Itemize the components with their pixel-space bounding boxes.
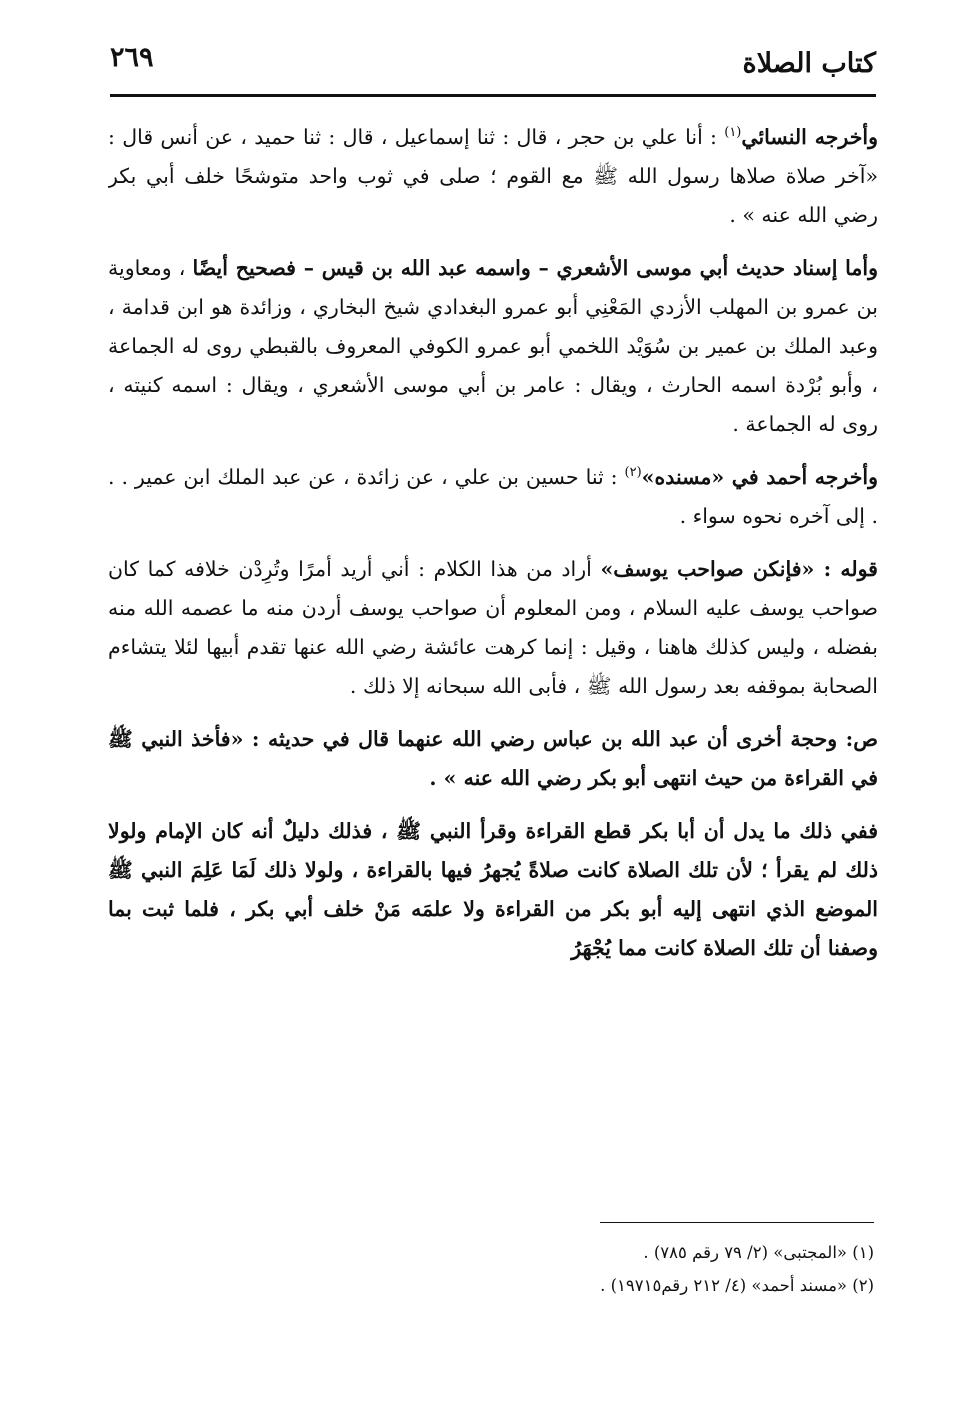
paragraph-lead: وأخرجه أحمد في «مسنده»: [641, 465, 878, 489]
paragraph-text: ، ومعاوية بن عمرو بن المهلب الأزدي المَعْنِي أبو عمرو البغدادي شيخ البخاري ، وزائدة هو ابن قدامة ، وعبد الملك بن عمير بن سُوَيْد اللخمي أبو عمرو الكوفي المعروف بالقبطي روى له الجماعة ، وأبو بُرْدة اسمه الحارث ، ويقال : عامر بن أبي موسى الأشعري ، ويقال : اسمه كنيته ، روى له الجماعة .: [108, 256, 878, 436]
paragraph: [108, 249, 878, 444]
footnote-divider: [600, 1222, 874, 1223]
paragraph-text: أراد من هذا الكلام : أني أريد أمرًا وتُرِدْن خلافه كما كان صواحب يوسف عليه السلام ، ومن المعلوم أن صواحب يوسف أردن منه ما عصمه الله منه بفضله ، وليس كذلك هاهنا ، وقيل : إنما كرهت عائشة رضي الله عنها تقدم أبيها لئلا يتشاءم الصحابة بموقفه بعد رسول الله ﷺ ، فأبى الله سبحانه إلا ذلك .: [108, 557, 878, 698]
footnote: (٢) «مسند أحمد» (٤/ ٢١٢ رقم١٩٧١٥) .: [600, 1276, 874, 1295]
footnote-marker: (٢): [624, 465, 642, 481]
paragraph-lead: ففي ذلك ما يدل أن أبا بكر قطع القراءة وقرأ النبي ﷺ ، فذلك دليلٌ أنه كان الإمام ولولا ذلك لم يقرأ ؛ لأن تلك الصلاة كانت صلاةً يُجهرُ فيها بالقراءة ، ولولا ذلك لَمَا عَلِمَ النبي ﷺ الموضع الذي انتهى إليه أبو بكر من القراءة ولا علمَه مَنْ خلف أبي بكر ، فلما ثبت بما وصفنا أن تلك الصلاة كانت مما يُجْهَرُ: [108, 819, 878, 960]
paragraph: [108, 812, 878, 968]
paragraph-text: : ثنا حسين بن علي ، عن زائدة ، عن عبد الملك ابن عمير . . . إلى آخره نحوه سواء .: [108, 465, 878, 528]
footnotes: [400, 1236, 874, 1302]
paragraph-lead: وأما إسناد حديث أبي موسى الأشعري – واسمه عبد الله بن قيس – فصحيح أيضًا: [192, 256, 878, 280]
paragraph: [108, 118, 878, 235]
header-divider: [110, 94, 876, 97]
paragraph-lead: ص: وحجة أخرى أن عبد الله بن عباس رضي الله عنهما قال في حديثه : «فأخذ النبي ﷺ في القراءة من حيث انتهى أبو بكر رضي الله عنه » .: [108, 727, 878, 790]
paragraph-text: : أنا علي بن حجر ، قال : ثنا إسماعيل ، قال : ثنا حميد ، عن أنس قال : «آخر صلاة صلاها رسول الله ﷺ مع القوم ؛ صلى في ثوب واحد متوشحًا خلف أبي بكر رضي الله عنه » .: [108, 125, 878, 227]
paragraph-lead: قوله : «فإنكن صواحب يوسف»: [600, 557, 878, 581]
paragraph: [108, 550, 878, 706]
paragraph-lead: وأخرجه النسائي: [741, 125, 878, 149]
paragraph: [108, 458, 878, 536]
main-text: [108, 118, 878, 1203]
running-title: كتاب الصلاة: [742, 48, 876, 79]
footnote: (١) «المجتبى» (٢/ ٧٩ رقم ٧٨٥) .: [643, 1243, 874, 1262]
page-header: [110, 38, 876, 90]
paragraph: [108, 720, 878, 798]
page-number: ٢٦٩: [110, 42, 154, 73]
footnote-marker: (١): [724, 125, 742, 141]
